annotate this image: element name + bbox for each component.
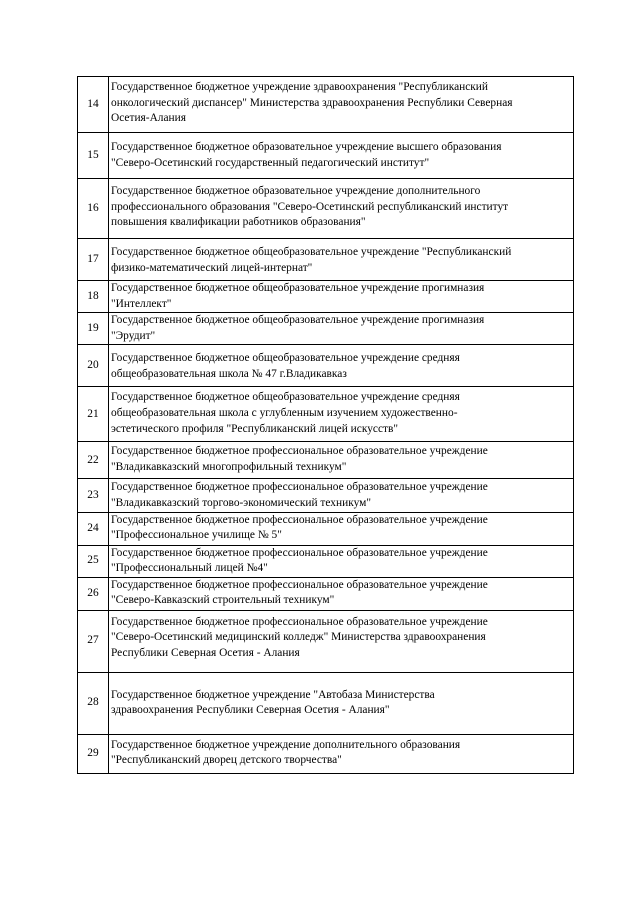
institution-name: Государственное бюджетное профессиональное образовательное учреждение "Владикавказский торгово-экономический техникум" [109,479,574,512]
institution-name: Государственное бюджетное профессиональное образовательное учреждение "Северо-Кавказский строительный техникум" [109,577,574,610]
row-number: 14 [78,77,109,133]
row-number: 21 [78,387,109,442]
table-row [78,610,574,672]
row-number: 29 [78,734,109,773]
row-number: 18 [78,281,109,313]
row-number: 25 [78,545,109,577]
institution-name: Государственное бюджетное профессиональное образовательное учреждение "Владикавказский многопрофильный техникум" [109,442,574,479]
table-row [78,77,574,133]
institution-name: Государственное бюджетное образовательное учреждение высшего образования "Северо-Осетинский государственный педагогический институт" [109,133,574,179]
row-number: 23 [78,479,109,512]
table-row [78,577,574,610]
row-number: 15 [78,133,109,179]
row-number: 26 [78,577,109,610]
institution-name: Государственное бюджетное общеобразовательное учреждение средняя общеобразовательная школа № 47 г.Владикавказ [109,345,574,387]
row-number: 19 [78,313,109,345]
institutions-table [77,76,574,774]
table-row [78,281,574,313]
institution-name: Государственное бюджетное профессиональное образовательное учреждение "Северо-Осетинский медицинский колледж" Министерства здравоохранения Республики Северная Осетия - Алания [109,610,574,672]
table-row [78,512,574,545]
institution-name: Государственное бюджетное образовательное учреждение дополнительного профессионального образования "Северо-Осетинский республиканский институт повышения квалификации работников образования" [109,179,574,239]
table-row [78,479,574,512]
institution-name: Государственное бюджетное профессиональное образовательное учреждение "Профессиональное училище № 5" [109,512,574,545]
row-number: 20 [78,345,109,387]
institution-name: Государственное бюджетное общеобразовательное учреждение прогимназия "Интеллект" [109,281,574,313]
table-row [78,545,574,577]
institution-name: Государственное бюджетное учреждение здравоохранения "Республиканский онкологический диспансер" Министерства здравоохранения Республики Северная Осетия-Алания [109,77,574,133]
row-number: 24 [78,512,109,545]
institution-name: Государственное бюджетное общеобразовательное учреждение "Республиканский физико-математический лицей-интернат" [109,239,574,281]
table-row [78,442,574,479]
table-row [78,387,574,442]
table-row [78,672,574,734]
row-number: 16 [78,179,109,239]
institution-name: Государственное бюджетное учреждение дополнительного образования "Республиканский дворец детского творчества" [109,734,574,773]
institution-name: Государственное бюджетное учреждение "Автобаза Министерства здравоохранения Республики Северная Осетия - Алания" [109,672,574,734]
row-number: 27 [78,610,109,672]
table-row [78,313,574,345]
table-row [78,734,574,773]
table-row [78,345,574,387]
table-row [78,133,574,179]
institution-name: Государственное бюджетное общеобразовательное учреждение средняя общеобразовательная школа с углубленным изучением художественно- эстетического профиля "Республиканский лицей искусств" [109,387,574,442]
institution-name: Государственное бюджетное профессиональное образовательное учреждение "Профессиональный лицей №4" [109,545,574,577]
table-row [78,179,574,239]
row-number: 28 [78,672,109,734]
row-number: 22 [78,442,109,479]
institution-name: Государственное бюджетное общеобразовательное учреждение прогимназия "Эрудит" [109,313,574,345]
row-number: 17 [78,239,109,281]
table-row [78,239,574,281]
